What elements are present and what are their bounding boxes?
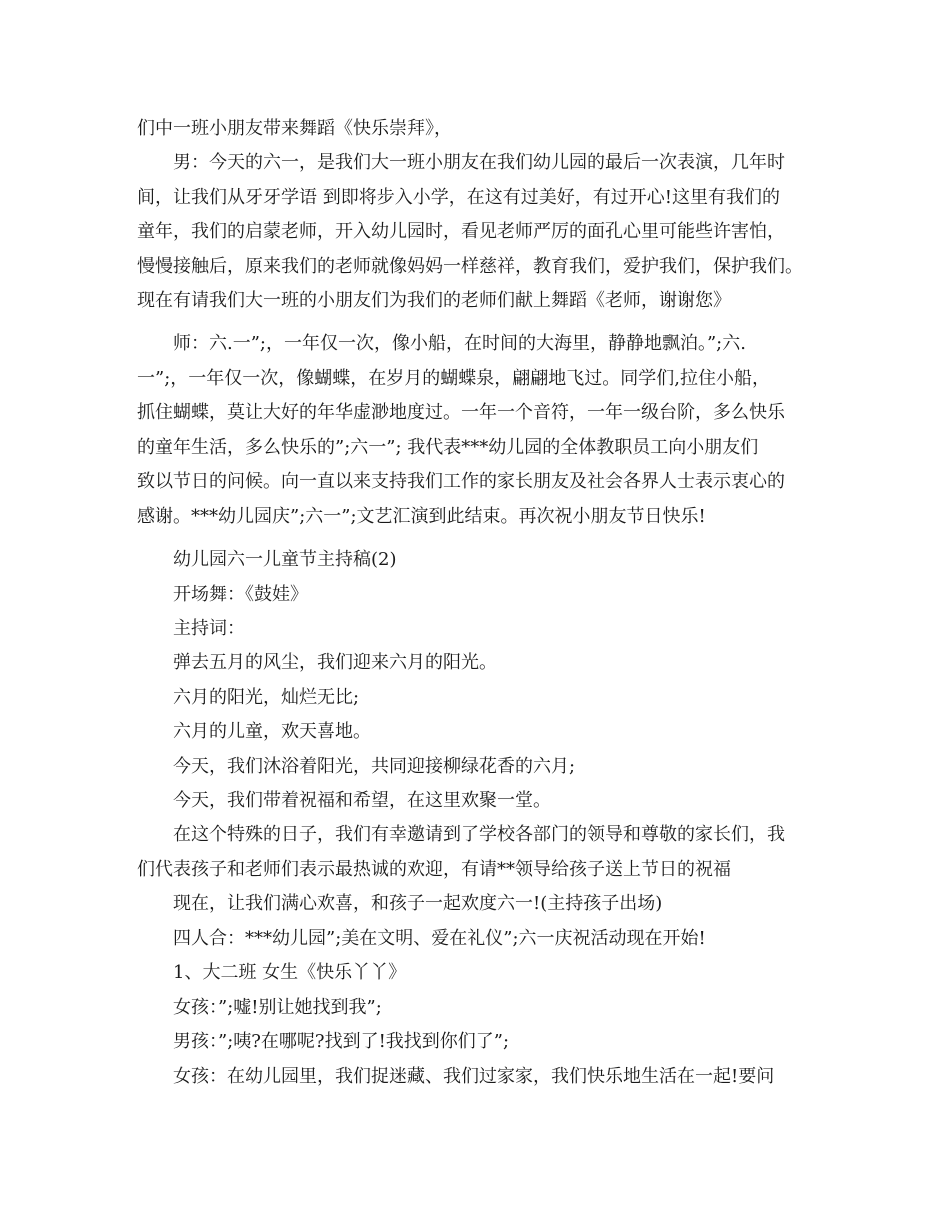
text-line: 们中一班小朋友带来舞蹈《快乐崇拜》， xyxy=(137,118,452,139)
text-line: 男孩：”;咦?在哪呢?找到了!我找到你们了”; xyxy=(137,1031,510,1052)
paragraph xyxy=(137,715,827,750)
text-line: 今天，我们沐浴着阳光，共同迎接柳绿花香的六月; xyxy=(137,756,576,777)
text-line: 师：六.一”;，一年仅一次，像小船，在时间的大海里，静静地飘泊。”;六. xyxy=(137,333,746,354)
text-line: 现在有请我们大一班的小朋友们为我们的老师们献上舞蹈《老师，谢谢您》 xyxy=(137,290,731,312)
text-line: 男：今天的六一，是我们大一班小朋友在我们幼儿园的最后一次表演，几年时 xyxy=(137,152,785,173)
paragraph xyxy=(137,922,827,957)
text-line: 感谢。***幼儿园庆”;六一”;文艺汇演到此结束。再次祝小朋友节日快乐! xyxy=(137,505,706,527)
text-line: 的童年生活，多么快乐的”;六一”; 我代表***幼儿园的全体教职员工向小朋友们 xyxy=(137,436,759,458)
paragraph xyxy=(137,646,827,681)
paragraph xyxy=(137,956,827,991)
paragraph xyxy=(137,784,827,819)
text-line: 弹去五月的风尘，我们迎来六月的阳光。 xyxy=(137,652,497,673)
paragraph xyxy=(137,612,827,647)
text-line: 现在，让我们满心欢喜，和孩子一起欢度六一!(主持孩子出场) xyxy=(137,893,663,914)
text-line: 开场舞：《鼓娃》 xyxy=(137,584,308,605)
text-line: 间，让我们从牙牙学语 到即将步入小学，在这有过美好，有过开心!这里有我们的 xyxy=(137,186,780,208)
text-line: 四人合：***幼儿园”;美在文明、爱在礼仪”;六一庆祝活动现在开始! xyxy=(137,928,706,949)
section-heading xyxy=(137,543,827,578)
text-line: 在这个特殊的日子，我们有幸邀请到了学校各部门的领导和尊敬的家长们，我 xyxy=(137,824,785,845)
paragraph xyxy=(137,146,827,319)
text-line: 1、大二班 女生《快乐丫丫》 xyxy=(137,962,407,983)
text-line: 致以节日的问候。向一直以来支持我们工作的家长朋友及社会各界人士表示衷心的 xyxy=(137,471,785,493)
text-line: 女孩：在幼儿园里，我们捉迷藏、我们过家家，我们快乐地生活在一起!要问 xyxy=(137,1066,775,1087)
paragraph xyxy=(137,327,827,535)
paragraph xyxy=(137,681,827,716)
paragraph xyxy=(137,887,827,922)
paragraph xyxy=(137,991,827,1026)
text-line: 慢慢接触后，原来我们的老师就像妈妈一样慈祥，教育我们，爱护我们，保护我们。 xyxy=(137,255,803,277)
text-line: 六月的儿童，欢天喜地。 xyxy=(137,721,371,742)
text-line: 一”;，一年仅一次，像蝴蝶，在岁月的蝴蝶泉，翩翩地飞过。同学们,拉住小船， xyxy=(137,367,770,389)
text-line: 幼儿园六一儿童节主持稿(2) xyxy=(137,549,397,570)
text-line: 六月的阳光，灿烂无比; xyxy=(137,687,360,708)
paragraph xyxy=(137,818,827,887)
text-line: 们代表孩子和老师们表示最热诚的欢迎，有请**领导给孩子送上节日的祝福 xyxy=(137,858,731,880)
paragraph xyxy=(137,1025,827,1060)
text-line: 主持词： xyxy=(137,618,245,639)
paragraph xyxy=(137,578,827,613)
paragraph xyxy=(137,1060,827,1095)
text-line: 今天，我们带着祝福和希望，在这里欢聚一堂。 xyxy=(137,790,551,811)
text-line: 抓住蝴蝶，莫让大好的年华虚渺地度过。一年一个音符，一年一级台阶，多么快乐 xyxy=(137,402,785,424)
paragraph xyxy=(137,112,827,147)
paragraph xyxy=(137,750,827,785)
text-line: 童年，我们的启蒙老师，开入幼儿园时，看见老师严厉的面孔心里可能些许害怕， xyxy=(137,221,785,243)
text-line: 女孩：”;嘘!别让她找到我”; xyxy=(137,997,382,1018)
